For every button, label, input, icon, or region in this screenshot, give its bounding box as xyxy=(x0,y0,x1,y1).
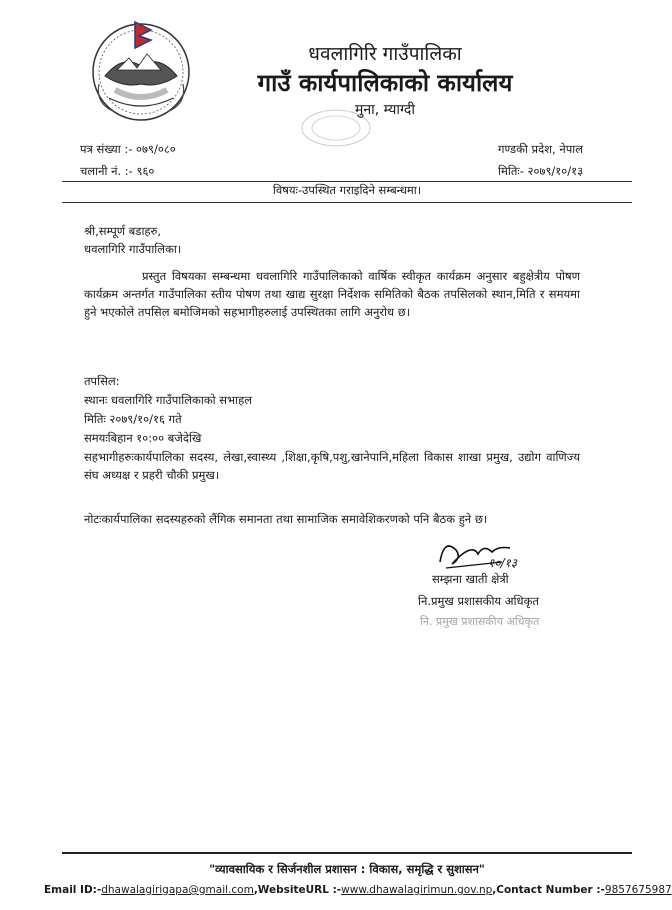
contact-label: ,Contact Number :- xyxy=(492,884,605,896)
nepal-emblem-logo xyxy=(85,14,197,126)
meeting-participants: सहभागीहरुःकार्यपालिका सदस्य, लेखा,स्वास्थ्य ,शिक्षा,कृषि,पशु,खानेपानि,महिला विकास शाखा प्रमुख, उद्योग वाणिज्य संघ अध्यक्ष र प्रहरी चौकी प्रमुख। xyxy=(84,450,580,482)
subject-line: विषयः-उपस्थित गराइदिने सम्बन्धमा। xyxy=(272,183,422,197)
footer-rule xyxy=(62,852,632,854)
website-link[interactable]: www.dhawalagirimun.gov.np xyxy=(341,884,493,896)
letter-number: पत्र संख्या :- ०७९/०८० xyxy=(80,142,176,156)
body-paragraph: प्रस्तुत विषयका सम्बन्धमा धवलागिरि गाउँपालिकाको वार्षिक स्वीकृत कार्यक्रम अनुसार बहुक्षेत्रीय पोषण कार्यक्रम अन्तर्गत गाउँपालिका स्तीय पोषण तथा खाद्य सुरक्षा निर्देशक समितिको बैठक तपसिलको स्थान,मिति र समयमा हुने भएकोले तपसिल बमोजिमको सहभागीहरुलाई उपस्थितका लागि अनुरोध छ। xyxy=(84,269,580,319)
subject-bottom-rule xyxy=(62,202,632,203)
meeting-time: समयःबिहान १०:०० बजेदेखि xyxy=(84,431,202,445)
official-stamp: नि. प्रमुख प्रशासकीय अधिकृत xyxy=(420,615,540,628)
addressee-line1: श्री,सम्पूर्ण बडाहरु, xyxy=(84,224,162,238)
faded-office-seal xyxy=(300,108,372,148)
footer-motto: "व्यावसायिक र सिर्जनशील प्रशासन : विकास, समृद्धि र सुशासन" xyxy=(209,862,485,876)
meeting-place: स्थानः धवलागिरि गाउँपालिकाको सभाहल xyxy=(84,393,253,407)
website-label: ,WebsiteURL :- xyxy=(253,884,342,896)
meeting-note: नोटःकार्यपालिका सदस्यहरुको लैंगिक समानता तथा सामाजिक समावेशिकरणको पनि बैठक हुने छ। xyxy=(84,512,488,526)
contact-number[interactable]: 9857675987 xyxy=(604,884,672,896)
meeting-date: मितिः २०७९/१०/१६ गते xyxy=(84,412,182,426)
handwritten-date: १०/१३ xyxy=(488,556,518,570)
letter-date: मितिः- २०७९/१०/१३ xyxy=(498,164,584,178)
signatory-title: नि.प्रमुख प्रशासकीय अधिकृत xyxy=(418,594,539,608)
email-label: Email ID:- xyxy=(44,884,102,896)
addressee-line2: धवलागिरि गाउँपालिका। xyxy=(84,242,182,256)
subject-top-rule xyxy=(62,181,632,182)
office-location: मुना, म्याग्दी xyxy=(355,102,415,118)
office-name: गाउँ कार्यपालिकाको कार्यालय xyxy=(257,69,513,97)
province-label: गण्डकी प्रदेश, नेपाल xyxy=(498,142,584,156)
details-heading: तपसिल: xyxy=(84,374,120,388)
footer-contact-line xyxy=(44,884,672,896)
signatory-name: सम्झना खाती क्षेत्री xyxy=(432,572,509,586)
email-link[interactable]: dhawalagirigapa@gmail.com xyxy=(101,884,254,896)
municipality-name: धवलागिरि गाउँपालिका xyxy=(308,43,462,65)
dispatch-number: चलानी नं. :- ९६० xyxy=(80,164,155,178)
